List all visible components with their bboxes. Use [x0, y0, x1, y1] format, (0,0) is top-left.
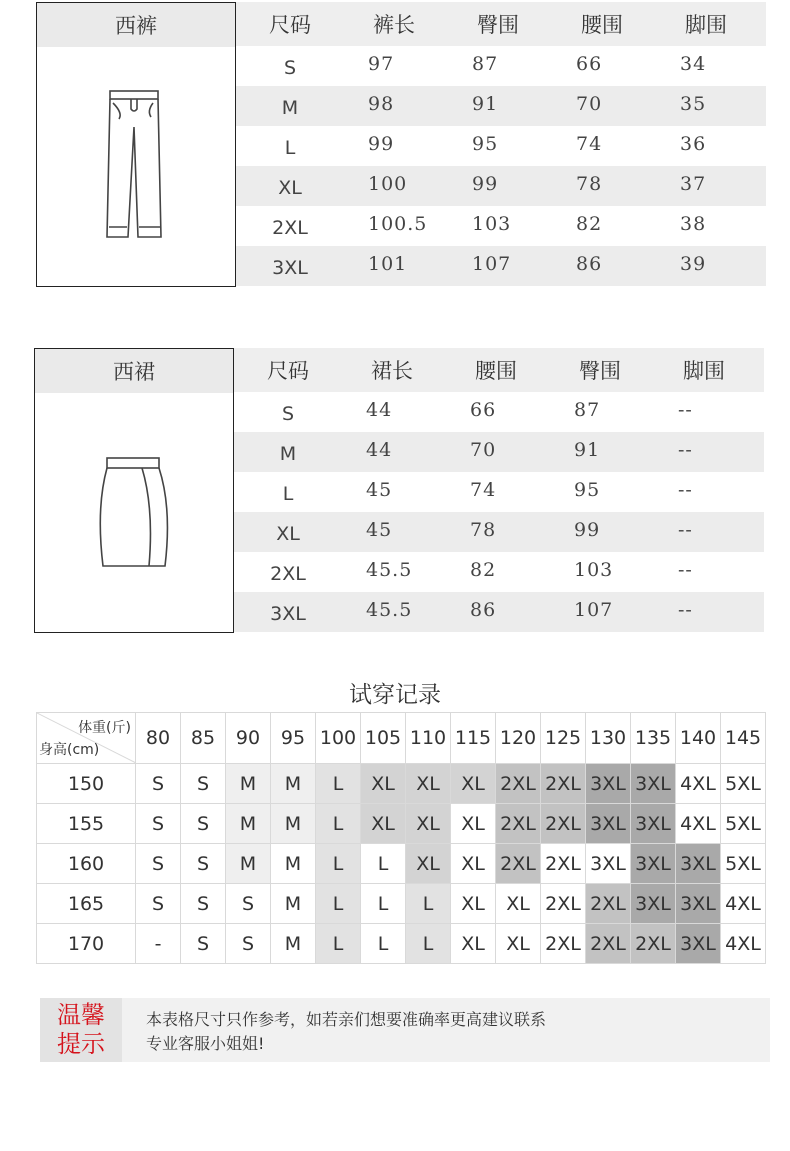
skirt-cell: 44 [366, 399, 393, 421]
pants-size-row [236, 126, 766, 166]
size-cell: 5XL [721, 804, 766, 844]
pants-cell: 74 [576, 133, 603, 155]
weight-header: 120 [496, 713, 541, 764]
tip-text-line2: 专业客服小姐姐! [146, 1034, 265, 1053]
weight-header: 80 [136, 713, 181, 764]
pants-size-table [236, 2, 766, 286]
weight-header: 135 [631, 713, 676, 764]
skirt-image-box [34, 348, 234, 633]
size-cell: L [361, 844, 406, 884]
pants-size-row [236, 206, 766, 246]
height-cell: 155 [37, 804, 136, 844]
weight-header: 95 [271, 713, 316, 764]
size-cell: S [136, 764, 181, 804]
skirt-cell: 45 [366, 519, 393, 541]
pants-cell: 101 [368, 253, 408, 275]
size-cell: L [316, 844, 361, 884]
skirt-cell: L [282, 483, 294, 505]
pants-header-length: 裤长 [373, 13, 415, 37]
size-cell: 3XL [631, 884, 676, 924]
skirt-size-row [234, 592, 764, 632]
pants-cell: L [284, 137, 296, 159]
pants-cell: 95 [472, 133, 499, 155]
size-cell: M [226, 804, 271, 844]
size-cell: XL [496, 924, 541, 964]
size-cell: L [406, 884, 451, 924]
pants-cell: M [281, 97, 299, 119]
size-cell: L [316, 884, 361, 924]
size-cell: XL [361, 764, 406, 804]
skirt-cell: -- [678, 519, 693, 541]
size-cell: XL [451, 764, 496, 804]
size-cell: M [271, 804, 316, 844]
pants-cell: 66 [576, 53, 603, 75]
skirt-cell: 103 [574, 559, 614, 581]
skirt-cell: -- [678, 599, 693, 621]
size-cell: 2XL [541, 884, 586, 924]
size-cell: 3XL [676, 924, 721, 964]
weight-header: 115 [451, 713, 496, 764]
size-cell: 2XL [496, 764, 541, 804]
size-cell: XL [451, 884, 496, 924]
size-cell: S [136, 844, 181, 884]
pants-cell: S [283, 57, 297, 79]
size-cell: L [316, 764, 361, 804]
size-cell: XL [451, 924, 496, 964]
pants-size-row [236, 246, 766, 286]
weight-header: 140 [676, 713, 721, 764]
skirt-cell: -- [678, 399, 693, 421]
size-cell: 4XL [721, 884, 766, 924]
skirt-cell: 82 [470, 559, 497, 581]
size-cell: 2XL [541, 804, 586, 844]
size-cell: M [271, 764, 316, 804]
weight-header: 145 [721, 713, 766, 764]
pants-cell: 37 [680, 173, 707, 195]
size-cell: 5XL [721, 764, 766, 804]
trousers-icon [101, 87, 171, 247]
size-cell: XL [451, 804, 496, 844]
skirt-icon [94, 448, 174, 568]
size-cell: XL [406, 764, 451, 804]
size-cell: S [136, 804, 181, 844]
size-cell: S [226, 884, 271, 924]
skirt-cell: 70 [470, 439, 497, 461]
size-cell: 4XL [721, 924, 766, 964]
skirt-size-table [234, 348, 764, 632]
size-cell: 3XL [631, 844, 676, 884]
skirt-header-length: 裙长 [371, 359, 413, 383]
height-cell: 160 [37, 844, 136, 884]
fitting-table [36, 712, 766, 964]
pants-header-row [236, 2, 766, 46]
skirt-size-row [234, 472, 764, 512]
size-cell: S [136, 884, 181, 924]
size-cell: 2XL [496, 844, 541, 884]
skirt-cell: 86 [470, 599, 497, 621]
pants-cell: 2XL [272, 217, 308, 239]
size-cell: M [271, 844, 316, 884]
skirt-header-hip: 臀围 [579, 359, 621, 383]
pants-cell: 38 [680, 213, 707, 235]
skirt-cell: 45 [366, 479, 393, 501]
height-cell: 170 [37, 924, 136, 964]
size-cell: M [271, 884, 316, 924]
fitting-corner-cell [37, 713, 136, 764]
weight-header: 100 [316, 713, 361, 764]
pants-cell: 99 [472, 173, 499, 195]
size-cell: 4XL [676, 764, 721, 804]
size-cell: 3XL [676, 884, 721, 924]
skirt-size-row [234, 392, 764, 432]
weight-header: 125 [541, 713, 586, 764]
fitting-row [37, 804, 766, 844]
height-cell: 150 [37, 764, 136, 804]
pants-header-size: 尺码 [269, 13, 311, 37]
size-cell: 2XL [541, 844, 586, 884]
skirt-size-row [234, 432, 764, 472]
pants-cell: 98 [368, 93, 395, 115]
size-cell: 3XL [676, 844, 721, 884]
pants-cell: 107 [472, 253, 512, 275]
weight-header: 90 [226, 713, 271, 764]
size-cell: 3XL [631, 804, 676, 844]
skirt-cell: 107 [574, 599, 614, 621]
size-cell: 3XL [586, 764, 631, 804]
pants-cell: 39 [680, 253, 707, 275]
fitting-row [37, 764, 766, 804]
size-cell: 2XL [496, 804, 541, 844]
height-cell: 165 [37, 884, 136, 924]
fitting-row [37, 924, 766, 964]
size-cell: L [316, 804, 361, 844]
skirt-header-hem: 脚围 [683, 359, 725, 383]
size-cell: 3XL [631, 764, 676, 804]
size-cell: 5XL [721, 844, 766, 884]
size-cell: XL [496, 884, 541, 924]
weight-header: 85 [181, 713, 226, 764]
skirt-cell: -- [678, 479, 693, 501]
fitting-row [37, 844, 766, 884]
skirt-cell: 95 [574, 479, 601, 501]
size-cell: M [226, 764, 271, 804]
tip-box [40, 998, 770, 1062]
tip-text-line1: 本表格尺寸只作参考，如若亲们想要准确率更高建议联系 [146, 1010, 547, 1029]
tip-badge-line2: 提示 [57, 1030, 105, 1058]
size-cell: 3XL [586, 804, 631, 844]
skirt-cell: 87 [574, 399, 601, 421]
size-cell: - [136, 924, 181, 964]
skirt-title: 西裙 [35, 349, 233, 393]
pants-cell: 78 [576, 173, 603, 195]
size-cell: 2XL [586, 924, 631, 964]
pants-cell: 3XL [272, 257, 308, 279]
pants-cell: 91 [472, 93, 499, 115]
tip-badge [40, 998, 122, 1062]
skirt-cell: 74 [470, 479, 497, 501]
pants-size-row [236, 86, 766, 126]
skirt-header-waist: 腰围 [475, 359, 517, 383]
skirt-cell: 78 [470, 519, 497, 541]
pants-cell: 35 [680, 93, 707, 115]
size-cell: L [316, 924, 361, 964]
size-cell: XL [361, 804, 406, 844]
size-cell: M [271, 924, 316, 964]
size-cell: L [406, 924, 451, 964]
skirt-cell: 3XL [270, 603, 306, 625]
size-cell: 3XL [586, 844, 631, 884]
size-cell: S [181, 884, 226, 924]
size-cell: XL [451, 844, 496, 884]
skirt-cell: 45.5 [366, 559, 413, 581]
skirt-cell: 99 [574, 519, 601, 541]
size-cell: S [181, 804, 226, 844]
pants-cell: 97 [368, 53, 395, 75]
pants-cell: 103 [472, 213, 512, 235]
skirt-cell: -- [678, 559, 693, 581]
size-cell: XL [406, 844, 451, 884]
size-cell: S [181, 844, 226, 884]
size-cell: S [226, 924, 271, 964]
size-cell: 2XL [631, 924, 676, 964]
pants-title: 西裤 [37, 3, 235, 47]
pants-size-row [236, 46, 766, 86]
size-cell: L [361, 924, 406, 964]
weight-header: 110 [406, 713, 451, 764]
pants-cell: XL [278, 177, 302, 199]
pants-cell: 87 [472, 53, 499, 75]
skirt-cell: -- [678, 439, 693, 461]
pants-header-hem: 脚围 [685, 13, 727, 37]
skirt-cell: 2XL [270, 563, 306, 585]
size-cell: L [361, 884, 406, 924]
size-cell: XL [406, 804, 451, 844]
weight-header: 130 [586, 713, 631, 764]
pants-header-waist: 腰围 [581, 13, 623, 37]
size-cell: 2XL [541, 764, 586, 804]
pants-cell: 100 [368, 173, 408, 195]
skirt-cell: XL [276, 523, 300, 545]
tip-text [146, 1008, 546, 1056]
size-cell: S [181, 924, 226, 964]
height-axis-label: 身高(cm) [39, 742, 100, 758]
pants-cell: 36 [680, 133, 707, 155]
skirt-cell: M [279, 443, 297, 465]
size-cell: 4XL [676, 804, 721, 844]
skirt-header-row [234, 348, 764, 392]
size-cell: M [226, 844, 271, 884]
pants-size-row [236, 166, 766, 206]
fitting-row [37, 884, 766, 924]
pants-cell: 82 [576, 213, 603, 235]
skirt-cell: 66 [470, 399, 497, 421]
skirt-cell: 45.5 [366, 599, 413, 621]
tip-badge-line1: 温馨 [57, 1001, 105, 1029]
fitting-title: 试穿记录 [349, 682, 441, 708]
size-cell: S [181, 764, 226, 804]
skirt-size-row [234, 552, 764, 592]
pants-cell: 99 [368, 133, 395, 155]
size-cell: 2XL [541, 924, 586, 964]
weight-header: 105 [361, 713, 406, 764]
skirt-cell: 91 [574, 439, 601, 461]
size-cell: 2XL [586, 884, 631, 924]
pants-header-hip: 臀围 [477, 13, 519, 37]
pants-cell: 70 [576, 93, 603, 115]
skirt-header-size: 尺码 [267, 359, 309, 383]
skirt-size-row [234, 512, 764, 552]
pants-cell: 86 [576, 253, 603, 275]
pants-image-box [36, 2, 236, 287]
skirt-cell: S [281, 403, 295, 425]
pants-cell: 34 [680, 53, 707, 75]
weight-axis-label: 体重(斤) [78, 720, 131, 736]
skirt-cell: 44 [366, 439, 393, 461]
pants-cell: 100.5 [368, 213, 428, 235]
